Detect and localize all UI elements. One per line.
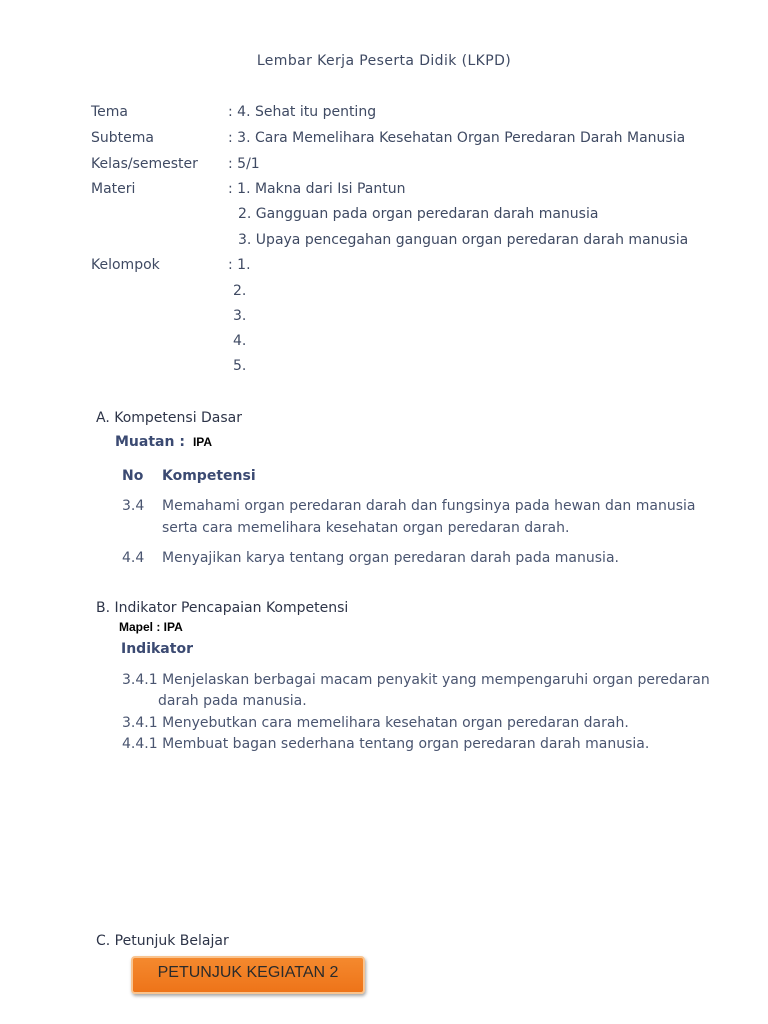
mapel-label: Mapel : IPA [119, 620, 183, 634]
kelompok-item: 4. [233, 333, 247, 349]
document-title: Lembar Kerja Peserta Didik (LKPD) [256, 53, 512, 69]
indikator-item: darah pada manusia. [158, 693, 307, 709]
kelompok-item: : 1. [228, 257, 251, 273]
table-row-no: 3.4 [122, 498, 145, 514]
table-row-text: Memahami organ peredaran darah dan fungsinya pada hewan dan manusia [162, 498, 696, 514]
subtema-value: : 3. Cara Memelihara Kesehatan Organ Peredaran Darah Manusia [228, 130, 686, 146]
table-row-text: serta cara memelihara kesehatan organ peredaran darah. [162, 520, 570, 536]
muatan-value: IPA [192, 435, 213, 449]
materi-label: Materi [91, 181, 136, 197]
subtema-label: Subtema [91, 130, 154, 146]
muatan-label-text: Muatan : [115, 434, 185, 450]
petunjuk-kegiatan-button[interactable]: PETUNJUK KEGIATAN 2 [131, 956, 365, 994]
table-row-text: Menyajikan karya tentang organ peredaran darah pada manusia. [162, 550, 619, 566]
muatan-label [115, 434, 212, 450]
indikator-heading: Indikator [121, 641, 193, 657]
tema-label: Tema [91, 104, 129, 120]
kelas-label: Kelas/semester [91, 156, 198, 172]
materi-item: 2. Gangguan pada organ peredaran darah manusia [238, 206, 599, 222]
materi-item: 3. Upaya pencegahan ganguan organ peredaran darah manusia [238, 232, 689, 248]
indikator-item: 3.4.1 Menyebutkan cara memelihara kesehatan organ peredaran darah. [122, 715, 629, 731]
kelompok-item: 3. [233, 308, 247, 324]
kelas-value: : 5/1 [228, 156, 260, 172]
table-header-no: No [122, 468, 144, 484]
table-row-no: 4.4 [122, 550, 145, 566]
kelompok-item: 2. [233, 283, 247, 299]
tema-value: : 4. Sehat itu penting [228, 104, 377, 120]
kelompok-item: 5. [233, 358, 247, 374]
section-c-heading: C. Petunjuk Belajar [96, 933, 229, 949]
table-header-kompetensi: Kompetensi [162, 468, 256, 484]
indikator-item: 3.4.1 Menjelaskan berbagai macam penyakit yang mempengaruhi organ peredaran [122, 672, 710, 688]
section-b-heading: B. Indikator Pencapaian Kompetensi [96, 600, 349, 616]
kelompok-label: Kelompok [91, 257, 160, 273]
section-a-heading: A. Kompetensi Dasar [96, 410, 243, 426]
materi-item: : 1. Makna dari Isi Pantun [228, 181, 406, 197]
indikator-item: 4.4.1 Membuat bagan sederhana tentang organ peredaran darah manusia. [122, 736, 650, 752]
